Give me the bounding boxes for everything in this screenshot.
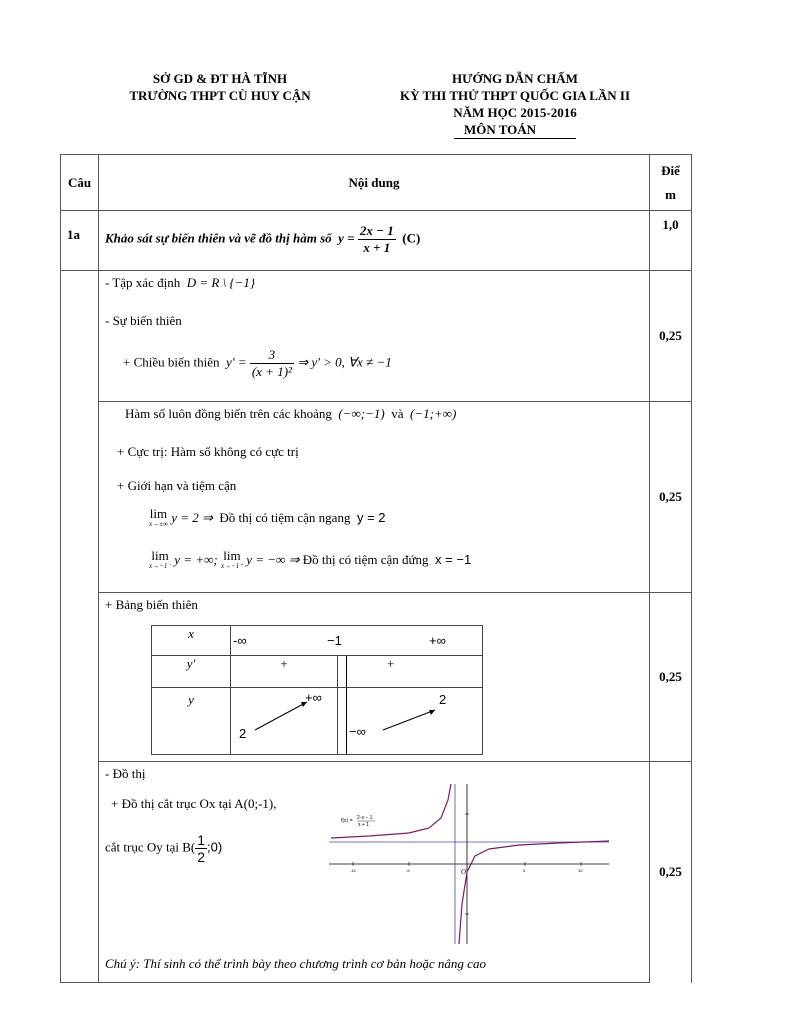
svg-text:-10: -10: [350, 868, 356, 873]
y-double-bar: [338, 688, 347, 755]
question-id-continued: [61, 271, 99, 983]
svg-text:10: 10: [578, 868, 583, 873]
department-name: SỞ GD & ĐT HÀ TĨNH: [152, 71, 288, 86]
function-graph: [329, 784, 611, 944]
graph-formula-label: [341, 815, 375, 828]
grading-table: [60, 154, 692, 983]
y-right-branch: −∞ 2: [347, 688, 483, 755]
graph-right-branch: [459, 841, 609, 944]
row-x-values: -∞ −1 +∞: [231, 626, 483, 656]
doc-title: HƯỚNG DẪN CHẤM: [452, 71, 578, 86]
school-name: TRƯỜNG THPT CÙ HUY CẬN: [129, 88, 311, 103]
part-domain-derivative: - Tập xác định D = R \ {−1} - Sự biến thiên + Chiều biến thiên y' = $\frac{3}{\text{(x + 1)²}}$ ⇒ y' > 0, ∀x ≠ −1: [99, 271, 650, 402]
question-id: 1a: [61, 211, 99, 271]
origin-label: O: [461, 868, 467, 876]
svg-text:f(x) =: f(x) =: [341, 818, 353, 824]
part-variation-table: + Bảng biến thiên x -∞ −1 +∞ y' + + y 2 +∞ −∞ 2: [99, 593, 650, 762]
graph-left-branch: [331, 784, 451, 838]
part1-points: 0,25: [650, 271, 692, 402]
exam-name: KỲ THI THỬ THPT QUỐC GIA LẦN II: [399, 88, 631, 103]
yp-sign-right: +: [347, 656, 483, 688]
header-right: [370, 70, 660, 139]
variation-table: [151, 625, 483, 755]
part-monotonic-limits: Hàm số luôn đồng biến trên các khoảng (−∞;−1) và (−1;+∞) + Cực trị: Hàm số không có cực trị + Giới hạn và tiệm cận lim x→±∞ y = 2 ⇒ Đồ thị có tiệm cận ngang y = 2 lim x→−1⁻ y = +∞; lim x→−1⁺ y = −∞ ⇒ Đồ thị có tiệm cận đứng x = −1: [99, 402, 650, 593]
part2-points: 0,25: [650, 402, 692, 593]
svg-text:5: 5: [523, 868, 526, 873]
svg-text:-5: -5: [406, 868, 410, 873]
note-text: Chú ý: Thí sinh có thể trình bày theo chương trình cơ bản hoặc nâng cao: [105, 956, 486, 971]
part3-points: 0,25: [650, 593, 692, 762]
svg-text:2·x − 1: 2·x − 1: [357, 815, 373, 821]
question-text: Khảo sát sự biến thiên và vẽ đồ thị hàm số y = $\frac{2x - 1}{x + 1}$ (C): [99, 211, 650, 271]
header-noi-dung: Nội dung: [99, 155, 650, 211]
header-diem: Điể m: [650, 155, 692, 211]
subject-name: MÔN TOÁN: [454, 121, 576, 139]
row-x-label: x: [152, 626, 231, 656]
yp-sign-left: +: [231, 656, 338, 688]
yp-double-bar: [338, 656, 347, 688]
row-yp-label: y': [152, 656, 231, 688]
y-left-branch: 2 +∞: [231, 688, 338, 755]
part4-points: 0,25: [650, 762, 692, 983]
arrow-up-right: [347, 688, 487, 754]
header-cau: Câu: [61, 155, 99, 211]
row-y-label: y: [152, 688, 231, 755]
question-points: 1,0: [650, 211, 692, 271]
svg-text:x + 1: x + 1: [358, 822, 369, 828]
header-left: [100, 70, 340, 104]
school-year: NĂM HỌC 2015-2016: [453, 105, 577, 120]
part-graph: - Đồ thị + Đồ thị cắt trục Ox tại A(0;-1), cắt trục Oy tại B( $\frac{1}{2}$ ;0) -10 -5 5 10 O f(x) = 2·x − 1 x + 1 Chú ý: Thí sinh có thể trình bày theo chương trình cơ bản hoặc nâng cao: [99, 762, 650, 983]
